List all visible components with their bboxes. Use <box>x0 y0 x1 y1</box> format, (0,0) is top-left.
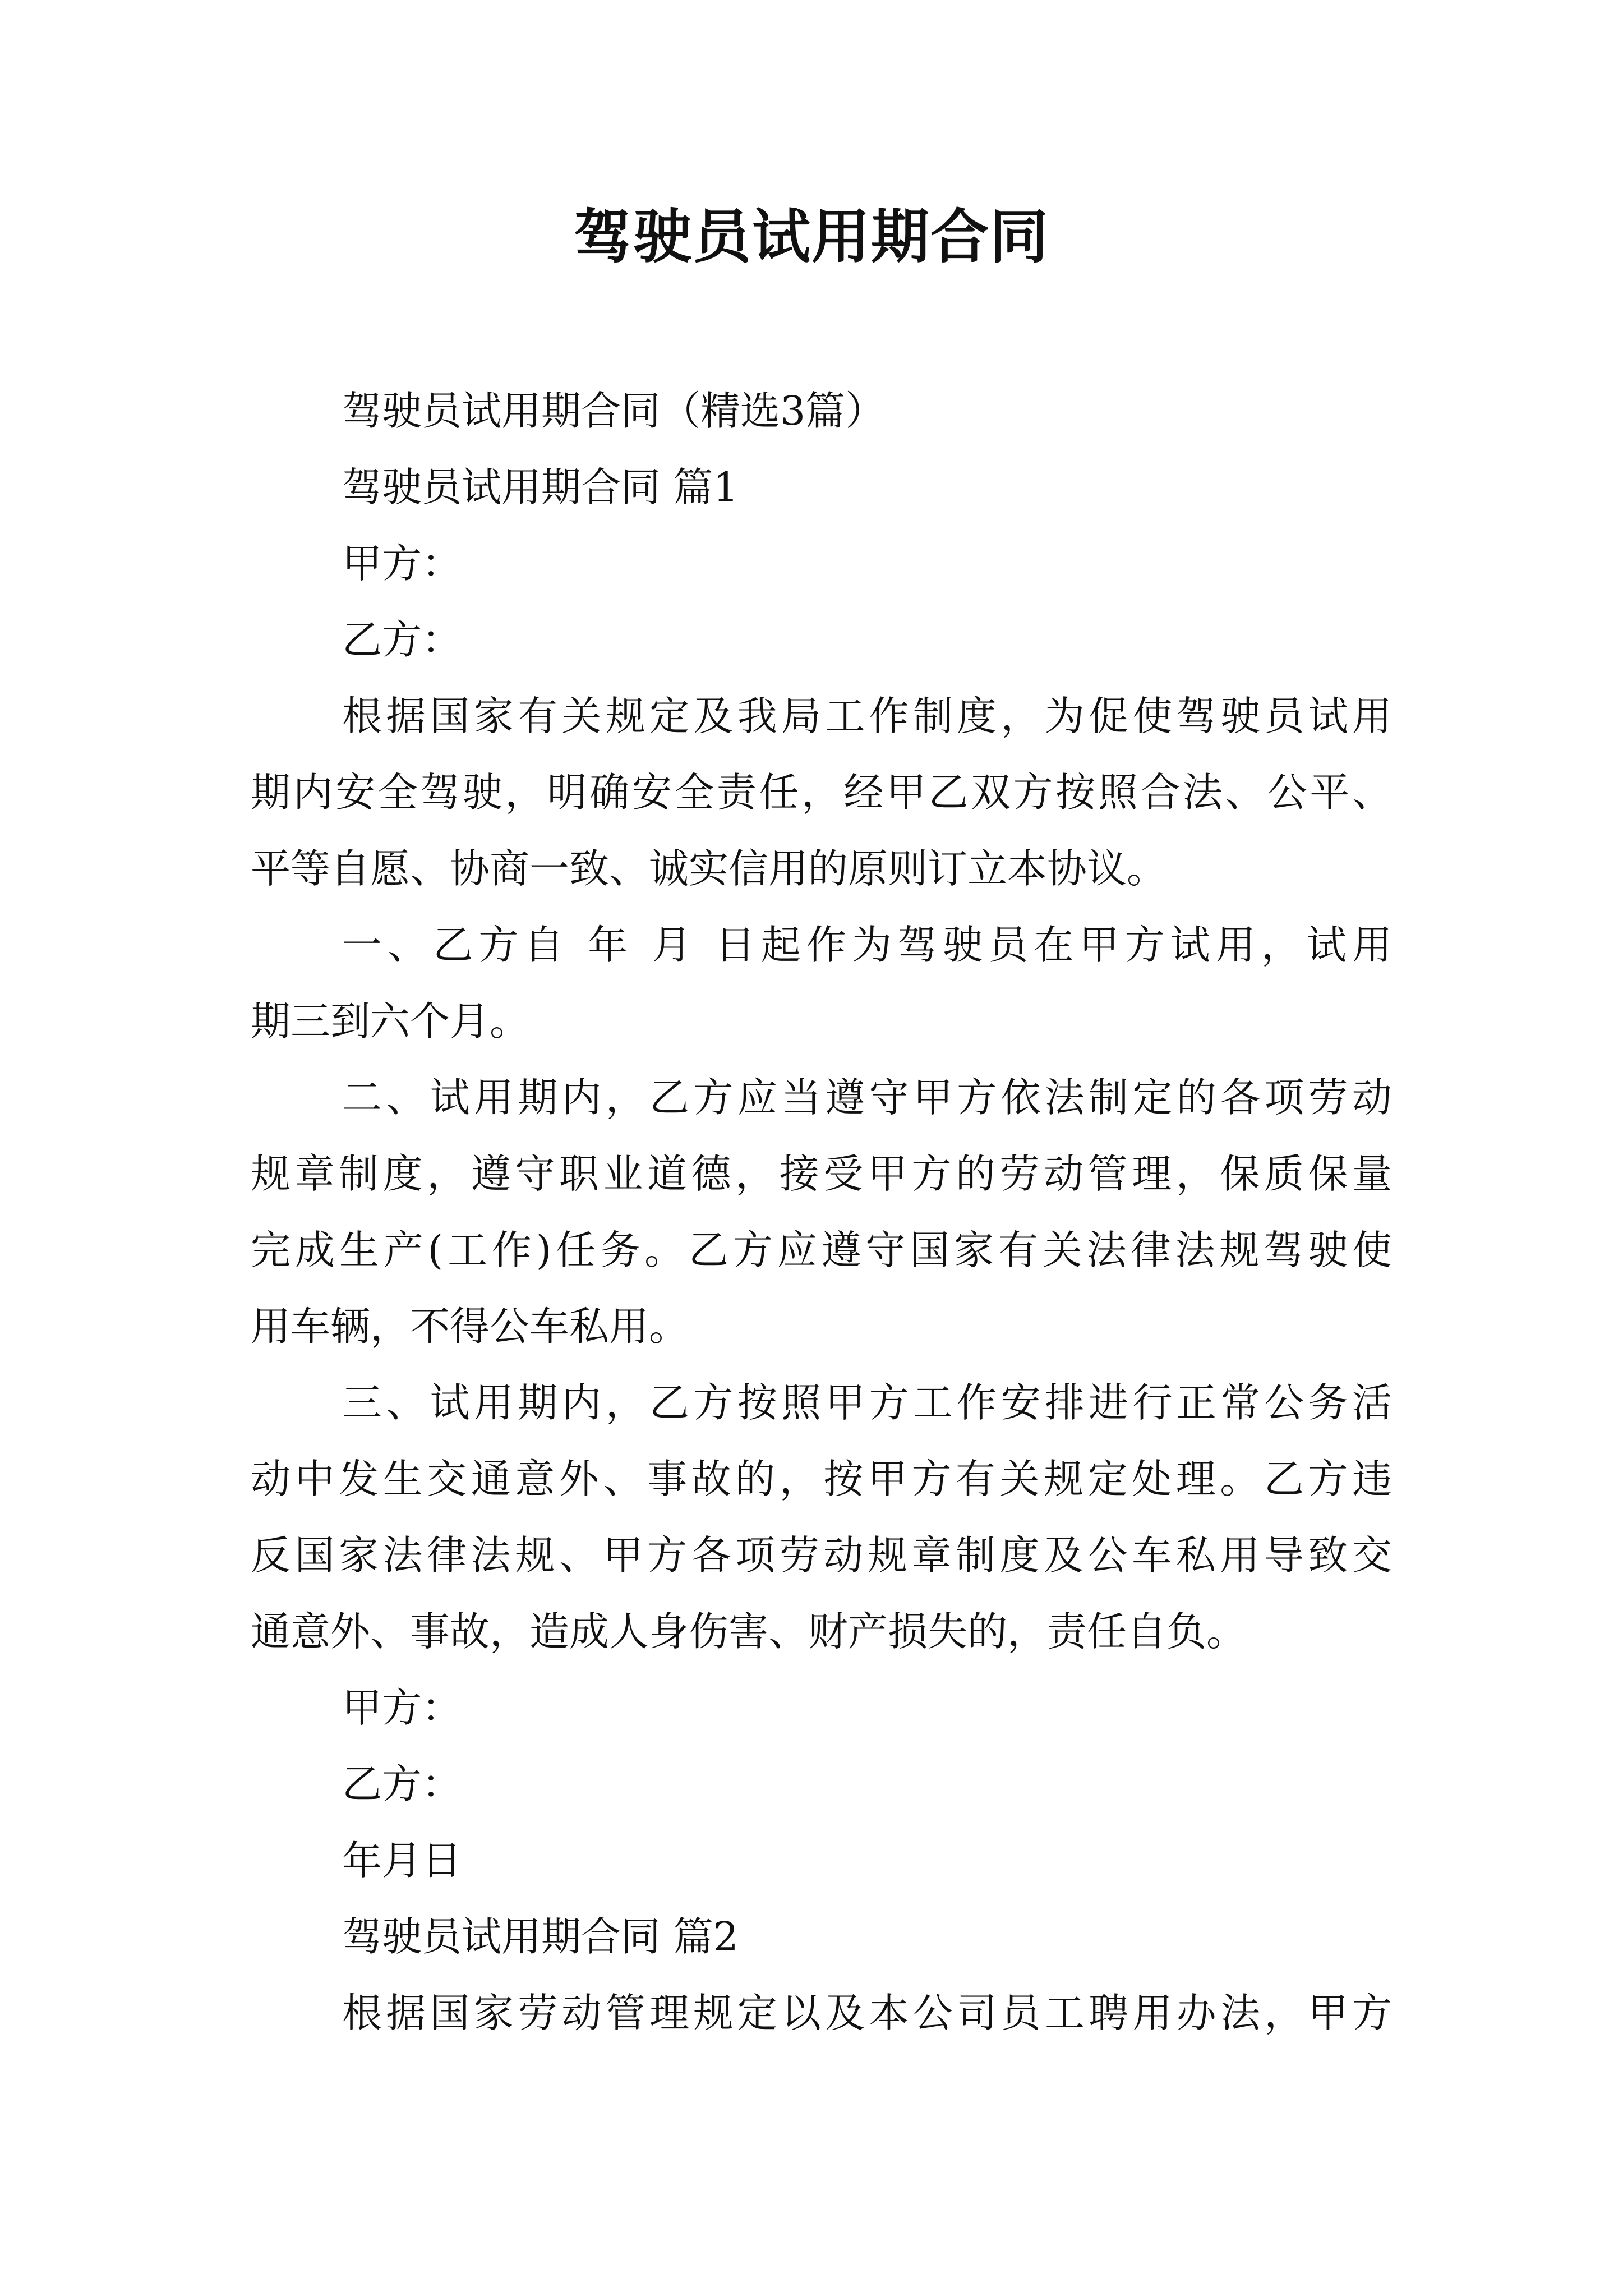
section-heading-2: 驾驶员试用期合同 篇2 <box>342 1913 739 1960</box>
paragraph-line: 根据国家有关规定及我局工作制度，为促使驾驶员试用 <box>342 693 1392 739</box>
document-body <box>251 373 1392 2051</box>
document-title: 驾驶员试用期合同 <box>573 203 1049 271</box>
clause-3-line: 通意外、事故，造成人身伤害、财产损失的，责任自负。 <box>251 1608 1247 1655</box>
paragraph-line: 平等自愿、协商一致、诚实信用的原则订立本协议。 <box>251 845 1167 892</box>
clause-2-line: 二、试用期内，乙方应当遵守甲方依法制定的各项劳动 <box>342 1074 1392 1121</box>
signature-party-b: 乙方： <box>342 1761 462 1807</box>
signature-party-a: 甲方： <box>342 1685 462 1731</box>
collection-heading: 驾驶员试用期合同（精选3篇） <box>342 388 886 434</box>
clause-1-line: 期三到六个月。 <box>251 998 530 1045</box>
party-b-line: 乙方： <box>342 616 462 663</box>
party-a-line: 甲方： <box>342 540 462 587</box>
clause-2-line: 规章制度，遵守职业道德，接受甲方的劳动管理，保质保量 <box>251 1151 1392 1197</box>
clause-1-line: 一、乙方自 年 月 日起作为驾驶员在甲方试用，试用 <box>342 922 1392 968</box>
section-heading-1: 驾驶员试用期合同 篇1 <box>342 464 739 510</box>
paragraph-line: 期内安全驾驶，明确安全责任，经甲乙双方按照合法、公平、 <box>251 769 1392 816</box>
clause-3-line: 反国家法律法规、甲方各项劳动规章制度及公车私用导致交 <box>251 1532 1392 1579</box>
signature-date: 年月日 <box>342 1837 462 1884</box>
clause-2-line: 用车辆，不得公车私用。 <box>251 1303 689 1350</box>
clause-2-line: 完成生产(工作)任务。乙方应遵守国家有关法律法规驾驶使 <box>251 1227 1392 1273</box>
clause-3-line: 动中发生交通意外、事故的，按甲方有关规定处理。乙方违 <box>251 1456 1392 1502</box>
paragraph-line: 根据国家劳动管理规定以及本公司员工聘用办法，甲方 <box>342 1990 1392 2036</box>
clause-3-line: 三、试用期内，乙方按照甲方工作安排进行正常公务活 <box>342 1379 1392 1426</box>
